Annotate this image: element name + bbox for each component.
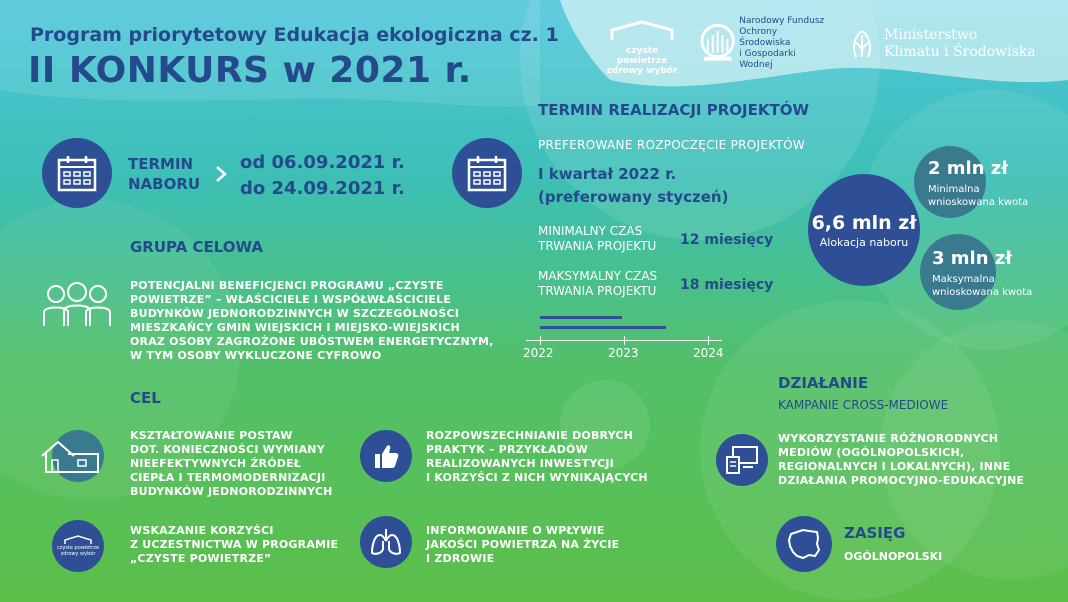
preferred-start-value	[538, 163, 728, 209]
zasieg-value: OGÓLNOPOLSKI	[844, 550, 943, 563]
ministry-text-line2: Klimatu i Środowiska	[884, 44, 1036, 60]
lungs-icon	[369, 527, 403, 557]
chevron-right-icon	[214, 165, 228, 183]
min-amount-text	[928, 158, 1028, 209]
nfosigw-text-line2: Ochrony Środowiska	[739, 26, 791, 48]
timeline-bar-18-months	[540, 326, 666, 329]
timeline-tick	[708, 336, 709, 345]
nfosigw-text-line3: i Gospodarki Wodnej	[739, 48, 796, 70]
cel-item-2-line: PRAKTYK – PRZYKŁADÓW	[426, 443, 588, 456]
zasieg-heading: ZASIĘG	[844, 524, 906, 542]
cel-item-3-line: Z UCZESTNICTWA W PROGRAMIE	[130, 538, 339, 551]
small-logo-line2: zdrowy wybór	[60, 551, 96, 557]
realizacja-heading: TERMIN REALIZACJI PROJEKTÓW	[538, 101, 810, 119]
czyste-powietrze-logo	[606, 20, 678, 76]
cel-item-1-line: KSZTAŁTOWANIE POSTAW	[130, 429, 293, 442]
cel-item-1	[130, 429, 333, 499]
timeline-year-2023: 2023	[608, 346, 639, 360]
cel-icon-circle-thumbs	[360, 430, 412, 482]
allocation-value: 6,6 mln zł	[811, 211, 917, 234]
house-logo-icon	[606, 20, 678, 42]
people-group-icon	[40, 280, 114, 328]
cel-item-2-line: REALIZOWANYCH INWESTYCJI	[426, 457, 614, 470]
preferred-start-label: PREFEROWANE ROZPOCZĘCIE PROJEKTÓW	[538, 138, 806, 152]
nfosigw-text-line1: Narodowy Fundusz	[739, 15, 825, 26]
dzialanie-line: WYKORZYSTANIE RÓŻNORODNYCH	[778, 432, 999, 445]
min-duration-label-line1: MINIMALNY CZAS	[538, 224, 643, 238]
grupa-line: W TYM OSOBY WYKLUCZONE CYFROWO	[130, 349, 382, 362]
nfosigw-logo	[700, 15, 830, 70]
preferred-start-line1: I kwartał 2022 r.	[538, 165, 677, 183]
ministry-text-line1: Ministerstwo	[884, 27, 978, 43]
logo-text-line1: czyste powietrze	[616, 46, 668, 66]
cel-item-3-line: „CZYSTE POWIETRZE”	[130, 552, 272, 565]
nabor-label	[128, 154, 200, 194]
cel-item-2	[426, 429, 648, 485]
ministry-logo	[848, 24, 1048, 64]
cel-item-4-line: I ZDROWIE	[426, 552, 495, 565]
small-logo-line1: czyste powietrze	[56, 545, 100, 551]
cel-item-4	[426, 524, 619, 566]
cel-item-3	[130, 524, 338, 566]
ministry-emblem-icon	[848, 29, 876, 59]
min-amount-value: 2 mln zł	[928, 158, 1008, 179]
timeline-tick	[540, 336, 541, 345]
min-duration-value: 12 miesięcy	[680, 232, 774, 248]
nabor-date-from: od 06.09.2021 r.	[240, 152, 405, 173]
cel-item-2-line: ROZPOWSZECHNIANIE DOBRYCH	[426, 429, 634, 442]
nabor-label-line2: NABORU	[128, 175, 201, 193]
timeline-tick	[624, 336, 625, 345]
allocation-circle	[808, 174, 920, 286]
poland-map-circle	[776, 516, 832, 572]
cel-item-1-line: BUDYNKÓW JEDNORODZINNYCH	[130, 485, 333, 498]
cel-icon-circle-lungs	[360, 516, 412, 568]
nabor-date-to: do 24.09.2021 r.	[240, 178, 405, 199]
cel-item-1-line: NIEEFEKTYWNYCH ŹRÓDEŁ	[130, 457, 302, 470]
cel-icon-circle-logo	[52, 520, 104, 572]
cel-item-4-line: JAKOŚCI POWIETRZA NA ŻYCIE	[426, 538, 620, 551]
dzialanie-description	[778, 432, 1024, 488]
grupa-line: POTENCJALNI BENEFICJENCI PROGRAMU „CZYSTE	[130, 279, 444, 292]
min-duration-label-line2: TRWANIA PROJEKTU	[538, 239, 657, 253]
timeline-year-2024: 2024	[693, 346, 724, 360]
cel-heading: CEL	[130, 389, 161, 407]
grupa-description	[130, 279, 494, 363]
calendar-icon	[57, 154, 97, 192]
timeline-bar-12-months	[540, 316, 622, 319]
min-duration-label	[538, 224, 656, 254]
nfosigw-emblem-icon	[700, 23, 735, 63]
program-subtitle: Program priorytetowy Edukacja ekologiczna cz. 1	[30, 24, 559, 46]
preferred-start-line2: (preferowany styczeń)	[538, 188, 729, 206]
nabor-label-line1: TERMIN	[128, 155, 194, 173]
max-duration-label-line2: TRWANIA PROJEKTU	[538, 284, 657, 298]
cel-item-1-line: DOT. KONIECZNOŚCI WYMIANY	[130, 443, 325, 456]
dzialanie-heading: DZIAŁANIE	[778, 374, 869, 392]
calendar-icon	[467, 154, 507, 192]
max-duration-label-line1: MAKSYMALNY CZAS	[538, 269, 658, 283]
calendar-icon-circle-2	[452, 138, 522, 208]
thumbs-up-icon	[372, 442, 400, 470]
allocation-label: Alokacja naboru	[819, 235, 909, 249]
max-amount-label-line1: Maksymalna	[932, 274, 995, 285]
grupa-line: POWIETRZE” – WŁAŚCICIELE I WSPÓŁWŁAŚCICIELE	[130, 293, 452, 306]
cel-item-3-line: WSKAZANIE KORZYŚCI	[130, 524, 274, 537]
dzialanie-line: MEDIÓW (OGÓLNOPOLSKICH,	[778, 446, 965, 459]
max-duration-label	[538, 269, 657, 299]
min-amount-label-line1: Minimalna	[928, 184, 980, 195]
nabor-dates	[240, 150, 405, 202]
timeline-year-2022: 2022	[523, 346, 554, 360]
media-screens-icon	[725, 445, 759, 475]
grupa-heading: GRUPA CELOWA	[130, 238, 264, 256]
cel-item-2-line: I KORZYŚCI Z NICH WYNIKAJĄCYCH	[426, 471, 648, 484]
cel-item-4-line: INFORMOWANIE O WPŁYWIE	[426, 524, 605, 537]
media-icon-circle	[716, 434, 768, 486]
grupa-line: MIESZKAŃCY GMIN WIEJSKICH I MIEJSKO-WIEJSKICH	[130, 321, 460, 334]
max-duration-value: 18 miesięcy	[680, 277, 774, 293]
house-icon	[38, 436, 102, 476]
page-title: II KONKURS w 2021 r.	[28, 50, 472, 91]
max-amount-text	[932, 248, 1032, 299]
grupa-line: BUDYNKÓW JEDNORODZINNYCH W SZCZEGÓLNOŚCI	[130, 307, 460, 320]
house-logo-icon	[63, 535, 93, 545]
min-amount-label-line2: wnioskowana kwota	[928, 197, 1029, 208]
logo-text-line2: zdrowy wybór	[606, 66, 678, 76]
max-amount-label-line2: wnioskowana kwota	[932, 287, 1033, 298]
grupa-line: ORAZ OSOBY ZAGROŻONE UBÓSTWEM ENERGETYCZNYM,	[130, 335, 494, 348]
dzialanie-line: REGIONALNYCH I LOKALNYCH), INNE	[778, 460, 1011, 473]
dzialanie-subheading: KAMPANIE CROSS-MEDIOWE	[778, 398, 949, 412]
dzialanie-line: DZIAŁANIA PROMOCYJNO-EDUKACYJNE	[778, 474, 1025, 487]
max-amount-value: 3 mln zł	[932, 248, 1012, 269]
calendar-icon-circle	[42, 138, 112, 208]
poland-map-icon	[787, 528, 821, 560]
cel-item-1-line: CIEPŁA I TERMOMODERNIZACJI	[130, 471, 326, 484]
